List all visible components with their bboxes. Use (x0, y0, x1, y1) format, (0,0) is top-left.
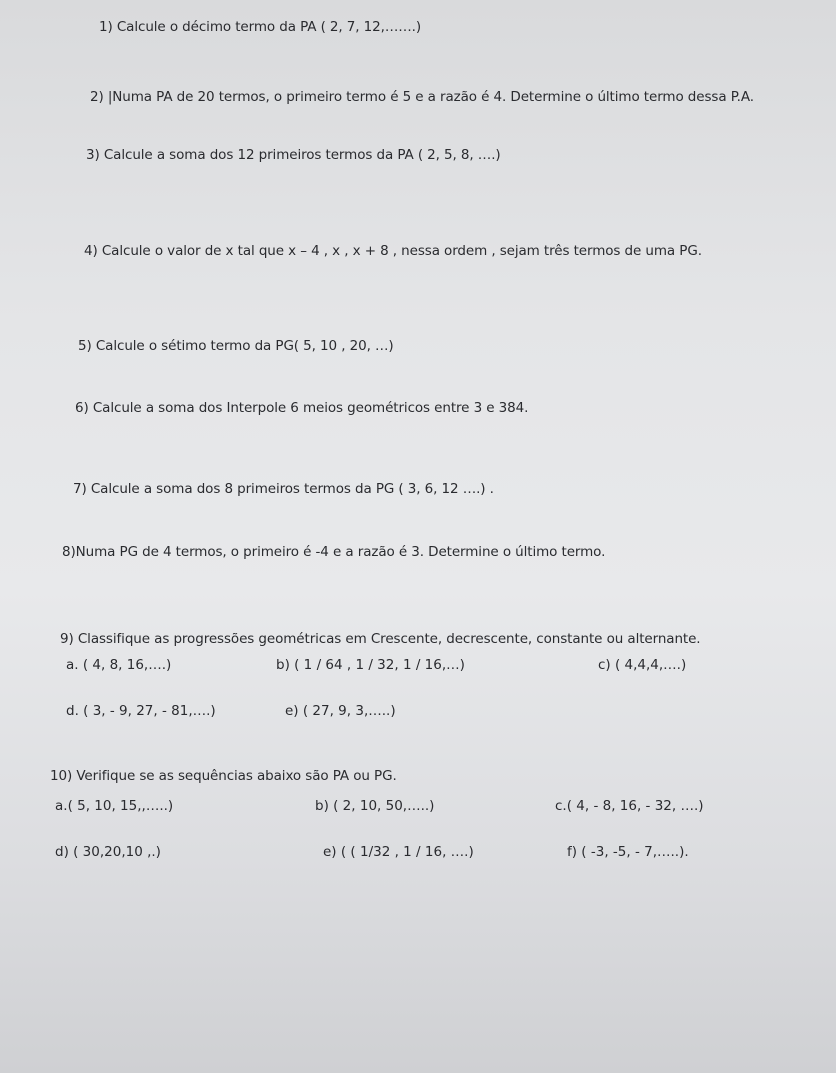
q10-item-d: d) ( 30,20,10 ,.) (55, 844, 161, 860)
q9-item-b: b) ( 1 / 64 , 1 / 32, 1 / 16,…) (276, 657, 465, 673)
question-4: 4) Calcule o valor de x tal que x – 4 , x , x + 8 , nessa ordem , sejam três termos de uma PG. (84, 243, 702, 259)
question-7: 7) Calcule a soma dos 8 primeiros termos da PG ( 3, 6, 12 ….) . (73, 481, 494, 497)
q9-item-a: a. ( 4, 8, 16,….) (66, 657, 172, 673)
question-10: 10) Verifique se as sequências abaixo são PA ou PG. (50, 768, 397, 784)
question-6: 6) Calcule a soma dos Interpole 6 meios geométricos entre 3 e 384. (75, 400, 529, 416)
q9-item-e: e) ( 27, 9, 3,…..) (285, 703, 396, 719)
question-9: 9) Classifique as progressões geométricas em Crescente, decrescente, constante ou alternante. (60, 631, 701, 647)
question-5: 5) Calcule o sétimo termo da PG( 5, 10 , 20, …) (78, 338, 394, 354)
q10-item-a: a.( 5, 10, 15,,…..) (55, 798, 174, 814)
q10-item-c: c.( 4, - 8, 16, - 32, ….) (555, 798, 704, 814)
q10-item-b: b) ( 2, 10, 50,…..) (315, 798, 435, 814)
question-1: 1) Calcule o décimo termo da PA ( 2, 7, 12,…….) (99, 19, 422, 35)
q9-item-d: d. ( 3, - 9, 27, - 81,….) (66, 703, 216, 719)
q10-item-e: e) ( ( 1/32 , 1 / 16, ….) (323, 844, 474, 860)
question-8: 8)Numa PG de 4 termos, o primeiro é -4 e a razão é 3. Determine o último termo. (62, 544, 606, 560)
question-3: 3) Calcule a soma dos 12 primeiros termos da PA ( 2, 5, 8, ….) (86, 147, 501, 163)
q9-item-c: c) ( 4,4,4,….) (598, 657, 687, 673)
q10-item-f: f) ( -3, -5, - 7,…..). (567, 844, 689, 860)
question-2: 2) |Numa PA de 20 termos, o primeiro termo é 5 e a razão é 4. Determine o último termo dessa P.A. (90, 89, 754, 105)
